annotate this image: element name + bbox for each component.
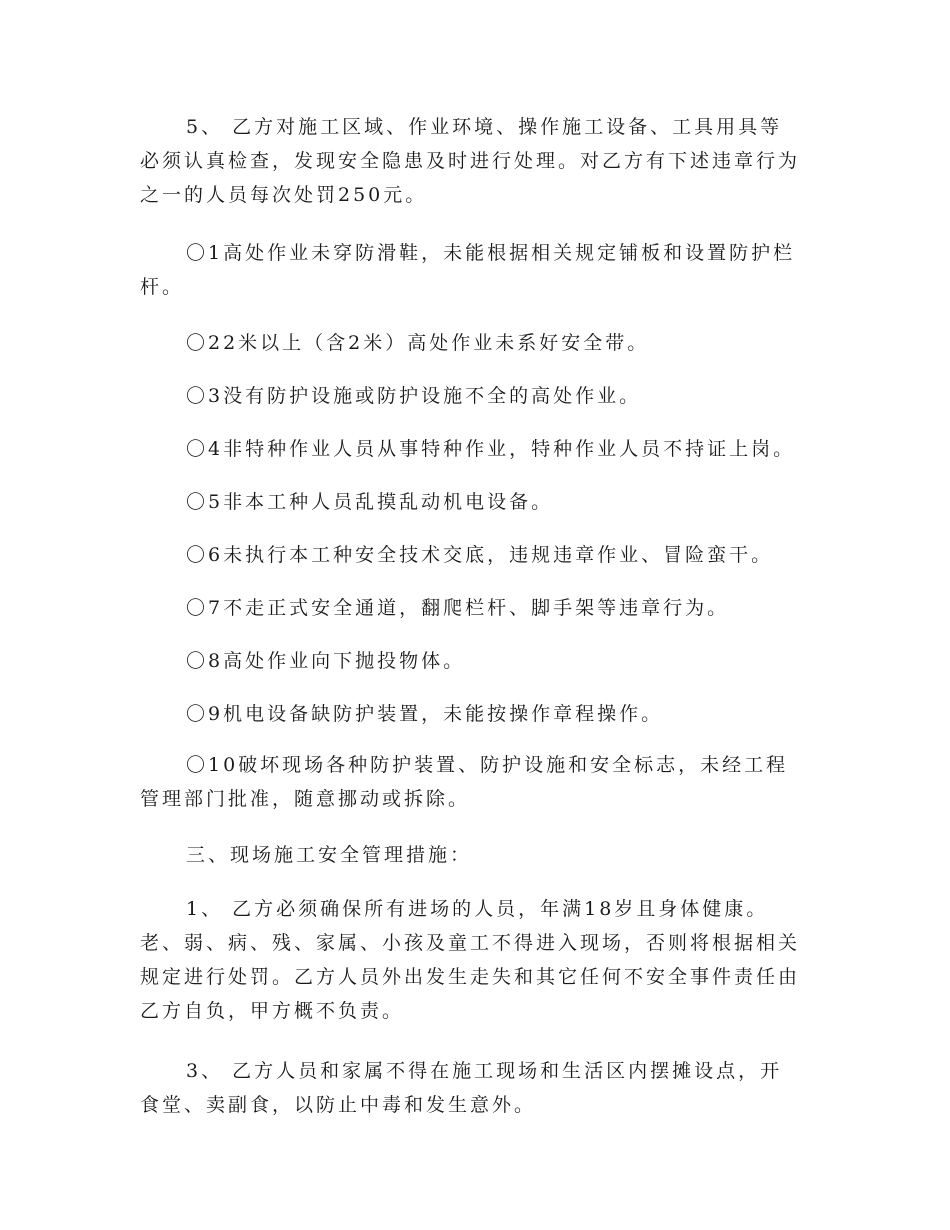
list-item-violation-3: 〇3没有防护设施或防护设施不全的高处作业。: [186, 385, 642, 407]
paragraph-no-stalls: 3、 乙方人员和家属不得在施工现场和生活区内摆摊设点，开食堂、卖副食，以防止中毒和发生意外。: [140, 1060, 783, 1116]
paragraph-violation-penalty: 5、 乙方对施工区域、作业环境、操作施工设备、工具用具等必须认真检查，发现安全隐患及时进行处理。对乙方有下述违章行为之一的人员每次处罚250元。: [140, 116, 801, 206]
list-item-violation-6: 〇6未执行本工种安全技术交底，违规违章作业、冒险蛮干。: [186, 544, 774, 566]
list-item-violation-1: 〇1高处作业未穿防滑鞋，未能根据相关规定铺板和设置防护栏杆。: [140, 242, 796, 298]
list-item-violation-4: 〇4非特种作业人员从事特种作业，特种作业人员不持证上岗。: [186, 438, 796, 460]
list-item-violation-2: 〇22米以上（含2米）高处作业未系好安全带。: [186, 332, 650, 354]
section-heading: 三、现场施工安全管理措施：: [186, 844, 473, 866]
list-item-violation-8: 〇8高处作业向下抛投物体。: [186, 650, 466, 672]
list-item-violation-7: 〇7不走正式安全通道，翻爬栏杆、脚手架等违章行为。: [186, 597, 730, 619]
paragraph-personnel-requirements: 1、 乙方必须确保所有进场的人员，年满18岁且身体健康。老、弱、病、残、家属、小孩及童工不得进入现场，否则将根据相关规定进行处罚。乙方人员外出发生走失和其它任何不安全事件责任由乙方自负，甲方概不负责。: [140, 898, 801, 1022]
list-item-violation-9: 〇9机电设备缺防护装置，未能按操作章程操作。: [186, 703, 664, 725]
list-item-violation-10: 〇10破坏现场各种防护装置、防护设施和安全标志，未经工程管理部门批准，随意挪动或拆除。: [140, 754, 789, 810]
list-item-violation-5: 〇5非本工种人员乱摸乱动机电设备。: [186, 491, 554, 513]
